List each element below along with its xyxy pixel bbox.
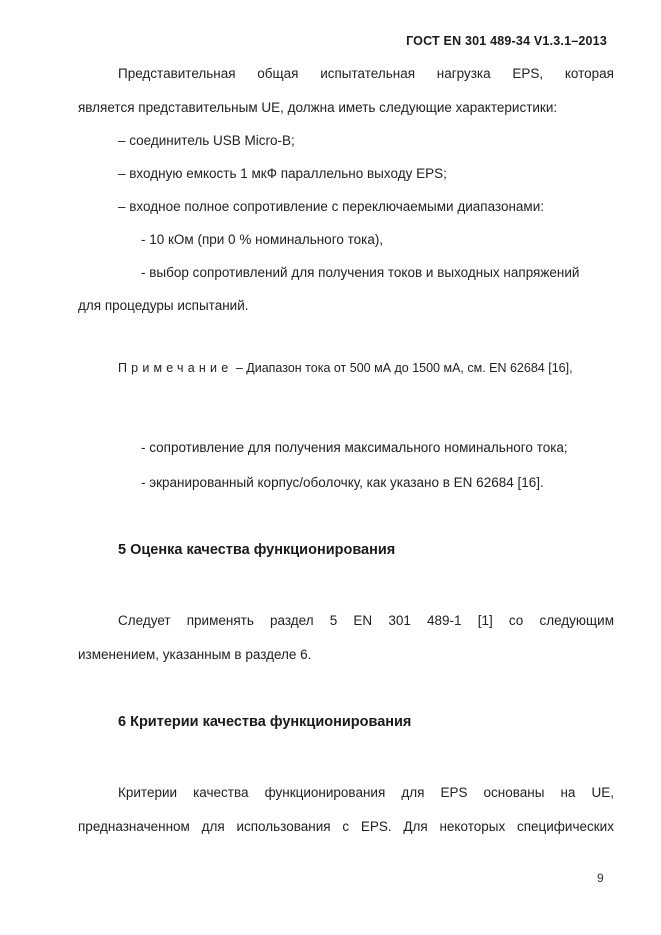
word: UE, — [591, 785, 614, 800]
word: следующим — [539, 613, 614, 628]
section-heading: 5 Оценка качества функционирования — [118, 542, 396, 558]
word: испытательная — [320, 66, 416, 81]
list-item: – соединитель USB Micro-B; — [118, 133, 295, 148]
word: с — [342, 819, 350, 834]
word: использования — [236, 819, 331, 834]
word: предназначенном — [78, 819, 190, 834]
word: 5 — [329, 613, 338, 628]
word: для — [201, 819, 225, 834]
note-text: – Диапазон тока от 500 мА до 1500 мА, см. EN 62684 [16], — [235, 361, 573, 375]
word: функционирования — [264, 785, 386, 800]
word: EN — [353, 613, 373, 628]
word: основаны — [483, 785, 545, 800]
word: EPS. — [360, 819, 392, 834]
word: Критерии — [118, 785, 178, 800]
paragraph-line: является представительным UE, должна иметь следующие характеристики: — [78, 100, 558, 115]
word: 489-1 — [427, 613, 462, 628]
paragraph-line — [78, 819, 614, 835]
word: применять — [186, 613, 254, 628]
word: раздел — [270, 613, 314, 628]
note — [118, 361, 573, 375]
paragraph-line — [118, 785, 614, 801]
word: качества — [193, 785, 249, 800]
paragraph-line — [118, 66, 614, 82]
sub-list-item: - выбор сопротивлений для получения токов и выходных напряжений — [141, 265, 580, 280]
word: некоторых — [439, 819, 506, 834]
sub-list-item-continuation: для процедуры испытаний. — [78, 298, 249, 313]
paragraph-line — [118, 613, 614, 629]
word: нагрузка — [436, 66, 491, 81]
sub-list-item: - 10 кОм (при 0 % номинального тока), — [141, 232, 384, 247]
word: общая — [257, 66, 299, 81]
word: 301 — [388, 613, 411, 628]
note-label: Примечание — [118, 361, 233, 375]
word: Для — [403, 819, 428, 834]
list-item: – входное полное сопротивление с переключаемыми диапазонами: — [118, 199, 545, 214]
word: для — [401, 785, 425, 800]
word: на — [560, 785, 576, 800]
section-heading: 6 Критерии качества функционирования — [118, 714, 412, 730]
word: [1] — [477, 613, 493, 628]
page-number: 9 — [597, 871, 604, 885]
paragraph-line: изменением, указанным в разделе 6. — [78, 647, 312, 662]
word: Представительная — [118, 66, 236, 81]
word: EPS — [440, 785, 468, 800]
word: специфических — [516, 819, 614, 834]
sub-list-item: - экранированный корпус/оболочку, как указано в EN 62684 [16]. — [141, 475, 544, 490]
word: со — [508, 613, 524, 628]
document-header: ГОСТ EN 301 489-34 V1.3.1–2013 — [406, 34, 607, 48]
word: Следует — [118, 613, 171, 628]
word: которая — [564, 66, 614, 81]
list-item: – входную емкость 1 мкФ параллельно выходу EPS; — [118, 166, 447, 181]
word: EPS, — [512, 66, 544, 81]
sub-list-item: - сопротивление для получения максимального номинального тока; — [141, 440, 568, 455]
